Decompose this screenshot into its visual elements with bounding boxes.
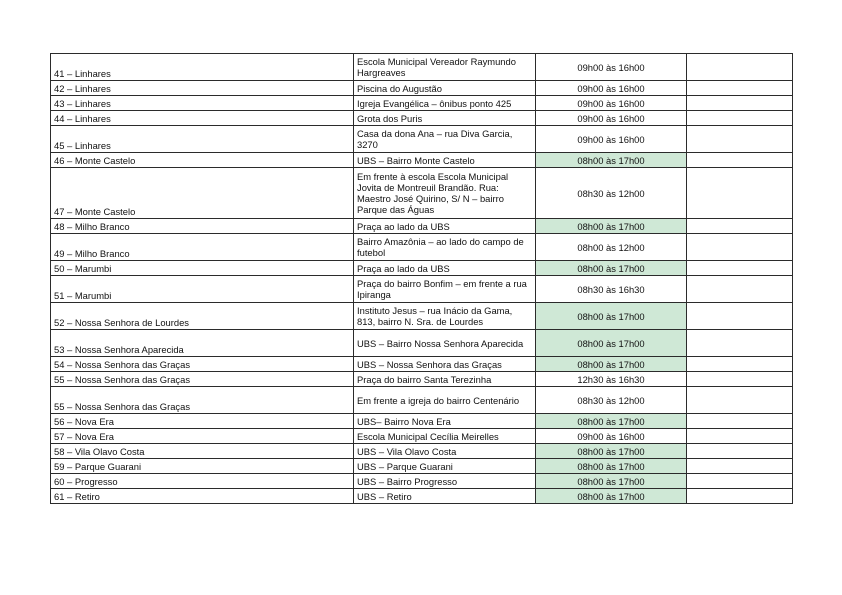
- cell-location: 43 – Linhares: [51, 96, 354, 111]
- cell-location: 48 – Milho Branco: [51, 219, 354, 234]
- cell-time: 08h00 às 17h00: [536, 474, 687, 489]
- table-row: [51, 429, 793, 444]
- cell-empty: [687, 153, 793, 168]
- table-row: [51, 489, 793, 504]
- cell-place: Escola Municipal Cecília Meirelles: [354, 429, 536, 444]
- cell-location: 41 – Linhares: [51, 54, 354, 81]
- cell-place: Casa da dona Ana – rua Diva Garcia, 3270: [354, 126, 536, 153]
- table-row: [51, 414, 793, 429]
- cell-time: 09h00 às 16h00: [536, 126, 687, 153]
- cell-place: Em frente à escola Escola Municipal Jovita de Montreuil Brandão. Rua: Maestro José Quirino, S/ N – bairro Parque das Águas: [354, 168, 536, 219]
- cell-empty: [687, 387, 793, 414]
- table-row: [51, 276, 793, 303]
- table-row: [51, 234, 793, 261]
- cell-empty: [687, 444, 793, 459]
- cell-time: 08h00 às 17h00: [536, 303, 687, 330]
- cell-time: 09h00 às 16h00: [536, 111, 687, 126]
- cell-empty: [687, 303, 793, 330]
- cell-place: UBS– Bairro Nova Era: [354, 414, 536, 429]
- cell-empty: [687, 330, 793, 357]
- cell-time: 09h00 às 16h00: [536, 429, 687, 444]
- cell-time: 08h00 às 17h00: [536, 459, 687, 474]
- cell-empty: [687, 459, 793, 474]
- cell-empty: [687, 96, 793, 111]
- cell-place: Instituto Jesus – rua Inácio da Gama, 813, bairro N. Sra. de Lourdes: [354, 303, 536, 330]
- cell-place: UBS – Nossa Senhora das Graças: [354, 357, 536, 372]
- table-row: [51, 261, 793, 276]
- cell-place: UBS – Bairro Progresso: [354, 474, 536, 489]
- cell-place: UBS – Vila Olavo Costa: [354, 444, 536, 459]
- cell-empty: [687, 414, 793, 429]
- cell-location: 60 – Progresso: [51, 474, 354, 489]
- table-row: [51, 474, 793, 489]
- cell-place: Grota dos Puris: [354, 111, 536, 126]
- cell-location: 58 – Vila Olavo Costa: [51, 444, 354, 459]
- table-row: [51, 54, 793, 81]
- cell-location: 56 – Nova Era: [51, 414, 354, 429]
- cell-empty: [687, 474, 793, 489]
- cell-time: 08h00 às 17h00: [536, 153, 687, 168]
- cell-place: UBS – Bairro Nossa Senhora Aparecida: [354, 330, 536, 357]
- table-row: [51, 357, 793, 372]
- cell-location: 59 – Parque Guarani: [51, 459, 354, 474]
- table-row: [51, 96, 793, 111]
- cell-time: 09h00 às 16h00: [536, 96, 687, 111]
- cell-location: 54 – Nossa Senhora das Graças: [51, 357, 354, 372]
- cell-time: 09h00 às 16h00: [536, 81, 687, 96]
- cell-time: 08h00 às 17h00: [536, 330, 687, 357]
- cell-time: 08h00 às 17h00: [536, 444, 687, 459]
- schedule-table-body: [51, 54, 793, 504]
- cell-location: 53 – Nossa Senhora Aparecida: [51, 330, 354, 357]
- cell-location: 47 – Monte Castelo: [51, 168, 354, 219]
- cell-empty: [687, 357, 793, 372]
- table-row: [51, 219, 793, 234]
- cell-location: 45 – Linhares: [51, 126, 354, 153]
- cell-time: 12h30 às 16h30: [536, 372, 687, 387]
- cell-empty: [687, 111, 793, 126]
- cell-time: 08h00 às 17h00: [536, 357, 687, 372]
- cell-place: Igreja Evangélica – ônibus ponto 425: [354, 96, 536, 111]
- cell-empty: [687, 261, 793, 276]
- cell-location: 49 – Milho Branco: [51, 234, 354, 261]
- cell-place: Praça do bairro Bonfim – em frente a rua Ipiranga: [354, 276, 536, 303]
- cell-location: 50 – Marumbi: [51, 261, 354, 276]
- cell-place: Praça ao lado da UBS: [354, 261, 536, 276]
- table-row: [51, 330, 793, 357]
- cell-location: 55 – Nossa Senhora das Graças: [51, 387, 354, 414]
- cell-location: 42 – Linhares: [51, 81, 354, 96]
- cell-place: Piscina do Augustão: [354, 81, 536, 96]
- table-row: [51, 81, 793, 96]
- table-row: [51, 387, 793, 414]
- schedule-table: [50, 53, 793, 504]
- table-row: [51, 126, 793, 153]
- cell-location: 44 – Linhares: [51, 111, 354, 126]
- cell-empty: [687, 54, 793, 81]
- cell-location: 52 – Nossa Senhora de Lourdes: [51, 303, 354, 330]
- table-row: [51, 111, 793, 126]
- cell-empty: [687, 126, 793, 153]
- cell-place: UBS – Retiro: [354, 489, 536, 504]
- cell-place: Em frente a igreja do bairro Centenário: [354, 387, 536, 414]
- cell-time: 08h30 às 16h30: [536, 276, 687, 303]
- table-row: [51, 303, 793, 330]
- cell-place: Escola Municipal Vereador Raymundo Hargreaves: [354, 54, 536, 81]
- cell-time: 08h30 às 12h00: [536, 168, 687, 219]
- cell-time: 08h00 às 12h00: [536, 234, 687, 261]
- cell-empty: [687, 276, 793, 303]
- cell-empty: [687, 219, 793, 234]
- cell-empty: [687, 372, 793, 387]
- cell-location: 61 – Retiro: [51, 489, 354, 504]
- cell-location: 51 – Marumbi: [51, 276, 354, 303]
- table-row: [51, 459, 793, 474]
- cell-location: 57 – Nova Era: [51, 429, 354, 444]
- cell-place: UBS – Parque Guarani: [354, 459, 536, 474]
- cell-time: 08h30 às 12h00: [536, 387, 687, 414]
- cell-empty: [687, 489, 793, 504]
- cell-empty: [687, 81, 793, 96]
- cell-time: 08h00 às 17h00: [536, 219, 687, 234]
- cell-time: 08h00 às 17h00: [536, 489, 687, 504]
- cell-time: 08h00 às 17h00: [536, 261, 687, 276]
- table-row: [51, 444, 793, 459]
- cell-place: Praça do bairro Santa Terezinha: [354, 372, 536, 387]
- cell-empty: [687, 429, 793, 444]
- table-row: [51, 168, 793, 219]
- cell-time: 08h00 às 17h00: [536, 414, 687, 429]
- table-row: [51, 153, 793, 168]
- cell-place: UBS – Bairro Monte Castelo: [354, 153, 536, 168]
- cell-place: Bairro Amazônia – ao lado do campo de futebol: [354, 234, 536, 261]
- cell-location: 46 – Monte Castelo: [51, 153, 354, 168]
- cell-empty: [687, 234, 793, 261]
- cell-time: 09h00 às 16h00: [536, 54, 687, 81]
- cell-empty: [687, 168, 793, 219]
- table-row: [51, 372, 793, 387]
- cell-place: Praça ao lado da UBS: [354, 219, 536, 234]
- cell-location: 55 – Nossa Senhora das Graças: [51, 372, 354, 387]
